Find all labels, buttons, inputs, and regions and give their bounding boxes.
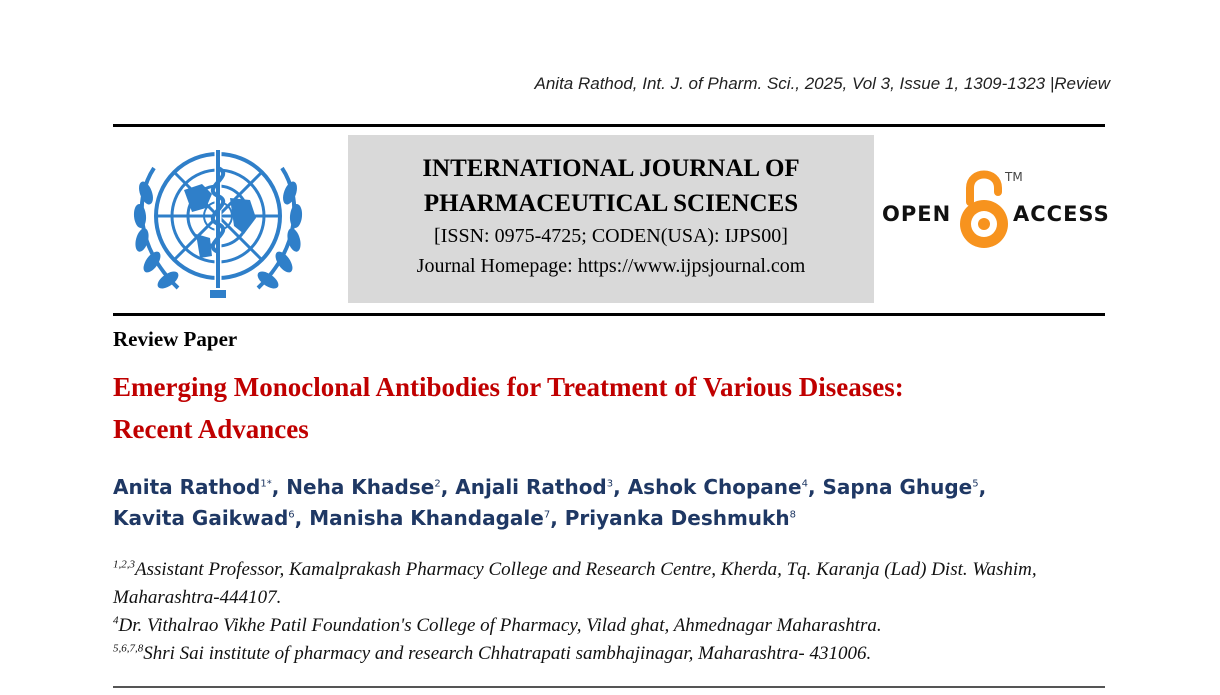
author-affiliation-marker: 5: [972, 478, 979, 490]
author-entry: [455, 475, 613, 499]
journal-homepage: Journal Homepage: https://www.ijpsjournal.com: [416, 255, 806, 277]
affiliation-item: [113, 640, 1103, 668]
un-emblem-icon: [126, 138, 310, 306]
author-affiliation-marker: 8: [789, 509, 796, 521]
author-entry: [823, 475, 979, 499]
masthead-bottom-rule: [113, 313, 1105, 316]
author-affiliation-marker: 3: [606, 478, 614, 490]
open-access-badge: [880, 164, 1110, 254]
author-affiliation-marker: 7: [543, 509, 551, 521]
affiliation-marker: 4: [113, 614, 119, 627]
affiliation-text: Assistant Professor, Kamalprakash Pharmacy College and Research Centre, Kherda, Tq. Karanja (Lad) Dist. Washim, Maharashtra-444107.: [113, 559, 1037, 608]
affiliation-item: [113, 556, 1103, 612]
journal-masthead: [348, 135, 874, 303]
author-affiliation-marker: 2: [434, 478, 441, 490]
author-name: Manisha Khandagale: [309, 506, 544, 530]
affiliation-list: [113, 556, 1103, 668]
open-access-word-access: ACCESS: [1013, 202, 1110, 226]
author-entry: [286, 475, 440, 499]
paper-title-line1: Emerging Monoclonal Antibodies for Treatment of Various Diseases:: [113, 372, 904, 402]
journal-title-line1: INTERNATIONAL JOURNAL OF: [422, 155, 800, 182]
journal-issn: [ISSN: 0975-4725; CODEN(USA): IJPS00]: [434, 225, 788, 247]
affiliation-marker: 5,6,7,8: [113, 642, 144, 655]
paper-title-line2: Recent Advances: [113, 414, 309, 444]
author-name: Anjali Rathod: [455, 475, 607, 499]
author-entry: [565, 506, 796, 530]
open-access-lock-icon: [956, 166, 1012, 252]
author-affiliation-marker: 1*: [260, 478, 272, 490]
paper-title: [113, 366, 1103, 450]
author-name: Neha Khadse: [286, 475, 435, 499]
author-affiliation-marker: 4: [801, 478, 808, 490]
author-entry: [113, 475, 272, 499]
affiliation-text: Shri Sai institute of pharmacy and research Chhatrapati sambhajinagar, Maharashtra- 431006.: [143, 643, 872, 664]
affiliation-item: [113, 612, 1103, 640]
author-entry: [309, 506, 550, 530]
author-entry: [113, 506, 295, 530]
author-entry: [628, 475, 808, 499]
author-affiliation-marker: 6: [288, 509, 295, 521]
journal-title-line2: PHARMACEUTICAL SCIENCES: [423, 190, 799, 217]
affiliation-marker: 1,2,3: [113, 558, 135, 571]
author-list: Anita Rathod$^{1*}$, Neha Khadse$^2$, Anjali Rathod$^3$, Ashok Chopane$^4$, Sapna Ghuge$^5$, Kavita Gaikwad$^6$, Manisha Khandagale$^7$, Priyanka Deshmukh$^8$: [113, 475, 987, 530]
open-access-word-open: OPEN: [882, 202, 952, 226]
affiliation-text: Dr. Vithalrao Vikhe Patil Foundation's College of Pharmacy, Vilad ghat, Ahmednagar Maharashtra.: [118, 615, 882, 636]
trademark-mark: TM: [1005, 170, 1023, 184]
section-divider: [113, 686, 1105, 688]
author-name: Kavita Gaikwad: [113, 506, 289, 530]
running-citation: Anita Rathod, Int. J. of Pharm. Sci., 2025, Vol 3, Issue 1, 1309-1323 |Review: [534, 74, 1110, 93]
author-name: Sapna Ghuge: [822, 475, 973, 499]
top-rule: [113, 124, 1105, 127]
author-name: Priyanka Deshmukh: [564, 506, 790, 530]
paper-type: Review Paper: [113, 327, 238, 351]
author-name: Ashok Chopane: [627, 475, 802, 499]
author-name: Anita Rathod: [113, 475, 261, 499]
